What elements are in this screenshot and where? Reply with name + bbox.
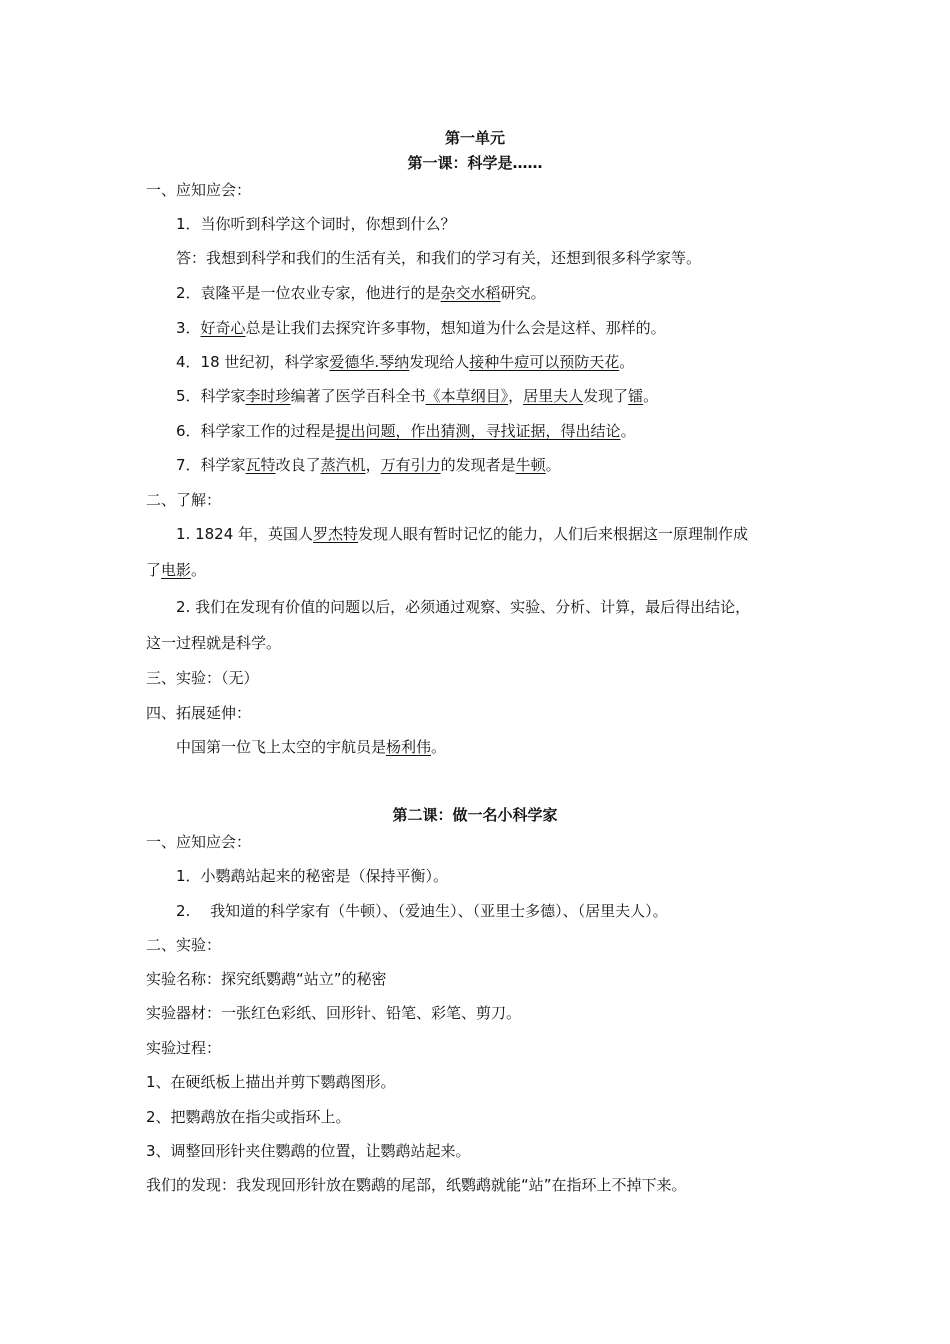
experiment-name: 实验名称：探究纸鹦鹉“站立”的秘密 <box>146 970 387 988</box>
item6-blank1: 提出问题，作出猜测，寻找证据，得出结论 <box>335 422 621 440</box>
item5-blank3: 居里夫人 <box>523 387 584 405</box>
item4-blank2: 接种牛痘可以预防天花 <box>469 353 620 371</box>
item5-mid2: ， <box>508 387 524 405</box>
item4-mid: 发现给人 <box>409 353 470 371</box>
know1-line2-pre: 了 <box>146 561 162 579</box>
experiment-step3: 3、调整回形针夹住鹦鹉的位置，让鹦鹉站起来。 <box>146 1142 471 1160</box>
experiment-materials: 实验器材：一张红色彩纸、回形针、铅笔、彩笔、剪刀。 <box>146 1004 522 1022</box>
lesson2-question1: 1．小鹦鹉站起来的秘密是（保持平衡）。 <box>176 867 449 885</box>
lesson1-section3-heading: 三、实验：（无） <box>146 669 259 687</box>
item4-post: 。 <box>619 353 635 371</box>
lesson2-question2: 2. 我知道的科学家有（牛顿）、（爱迪生）、（亚里士多德）、（居里夫人）。 <box>176 902 668 920</box>
item5-post: 。 <box>643 387 659 405</box>
item6-post: 。 <box>620 422 636 440</box>
know1-pre: 1. 1824 年，英国人 <box>176 525 314 543</box>
lesson2-title: 第二课：做一名小科学家 <box>392 806 558 824</box>
ext-pre: 中国第一位飞上太空的宇航员是 <box>176 738 387 756</box>
lesson1-know1-line2 <box>146 560 206 580</box>
item4-pre: 4．18 世纪初，科学家 <box>176 353 330 371</box>
ext-blank1: 杨利伟 <box>386 738 432 756</box>
lesson1-item7 <box>176 455 561 475</box>
item7-pre: 7．科学家 <box>176 456 246 474</box>
lesson1-answer1: 答：我想到科学和我们的生活有关，和我们的学习有关，还想到很多科学家等。 <box>176 249 702 267</box>
item7-post: 。 <box>545 456 561 474</box>
know1-blank1: 罗杰特 <box>313 525 359 543</box>
lesson1-know2-line1: 2. 我们在发现有价值的问题以后，必须通过观察、实验、分析、计算，最后得出结论， <box>176 598 751 616</box>
lesson1-item2 <box>176 283 546 303</box>
lesson1-section1-heading: 一、应知应会： <box>146 181 252 199</box>
lesson1-section4-heading: 四、拓展延伸： <box>146 704 252 722</box>
lesson2-section1-heading: 一、应知应会： <box>146 833 252 851</box>
experiment-process-heading: 实验过程： <box>146 1039 222 1057</box>
lesson1-item6 <box>176 421 636 441</box>
experiment-step1: 1、在硬纸板上描出并剪下鹦鹉图形。 <box>146 1073 396 1091</box>
lesson1-title: 第一课：科学是…… <box>407 154 543 172</box>
item7-mid2: ， <box>365 456 381 474</box>
know1-blank2: 电影 <box>161 561 192 579</box>
item2-pre: 2．袁隆平是一位农业专家，他进行的是 <box>176 284 441 302</box>
lesson2-section2-heading: 二、实验： <box>146 936 222 954</box>
experiment-finding: 我们的发现：我发现回形针放在鹦鹉的尾部，纸鹦鹉就能“站”在指环上不掉下来。 <box>146 1176 687 1194</box>
lesson1-know2-line2: 这一过程就是科学。 <box>146 634 282 652</box>
know1-line2-post: 。 <box>191 561 207 579</box>
item7-mid1: 改良了 <box>275 456 321 474</box>
item2-blank1: 杂交水稻 <box>440 284 501 302</box>
unit-title: 第一单元 <box>444 129 505 147</box>
lesson1-item4 <box>176 352 634 372</box>
item7-blank2: 蒸汽机 <box>320 456 366 474</box>
item5-pre: 5．科学家 <box>176 387 246 405</box>
item4-blank1: 爱德华.琴纳 <box>329 353 410 371</box>
lesson1-item3 <box>176 318 666 338</box>
item7-blank3: 万有引力 <box>380 456 441 474</box>
lesson1-know1-line1 <box>176 524 748 544</box>
lesson1-item5 <box>176 386 658 406</box>
item5-blank4: 镭 <box>628 387 644 405</box>
item5-blank2: 《本草纲目》 <box>425 387 509 405</box>
experiment-step2: 2、把鹦鹉放在指尖或指环上。 <box>146 1108 351 1126</box>
item6-pre: 6．科学家工作的过程是 <box>176 422 336 440</box>
lesson1-question1: 1．当你听到科学这个词时，你想到什么？ <box>176 215 456 233</box>
know1-post: 发现人眼有暂时记忆的能力，人们后来根据这一原理制作成 <box>358 525 749 543</box>
item5-mid3: 发现了 <box>583 387 629 405</box>
item7-blank1: 瓦特 <box>245 456 276 474</box>
item7-blank4: 牛顿 <box>515 456 546 474</box>
item2-post: 研究。 <box>500 284 546 302</box>
item3-pre: 3． <box>176 319 201 337</box>
lesson1-extension <box>176 737 446 757</box>
item3-blank1: 好奇心 <box>200 319 246 337</box>
item5-mid1: 编著了医学百科全书 <box>290 387 426 405</box>
item7-mid3: 的发现者是 <box>440 456 516 474</box>
item3-post: 总是让我们去探究许多事物，想知道为什么会是这样、那样的。 <box>245 319 666 337</box>
ext-post: 。 <box>431 738 447 756</box>
lesson1-section2-heading: 二、了解： <box>146 491 222 509</box>
item5-blank1: 李时珍 <box>245 387 291 405</box>
